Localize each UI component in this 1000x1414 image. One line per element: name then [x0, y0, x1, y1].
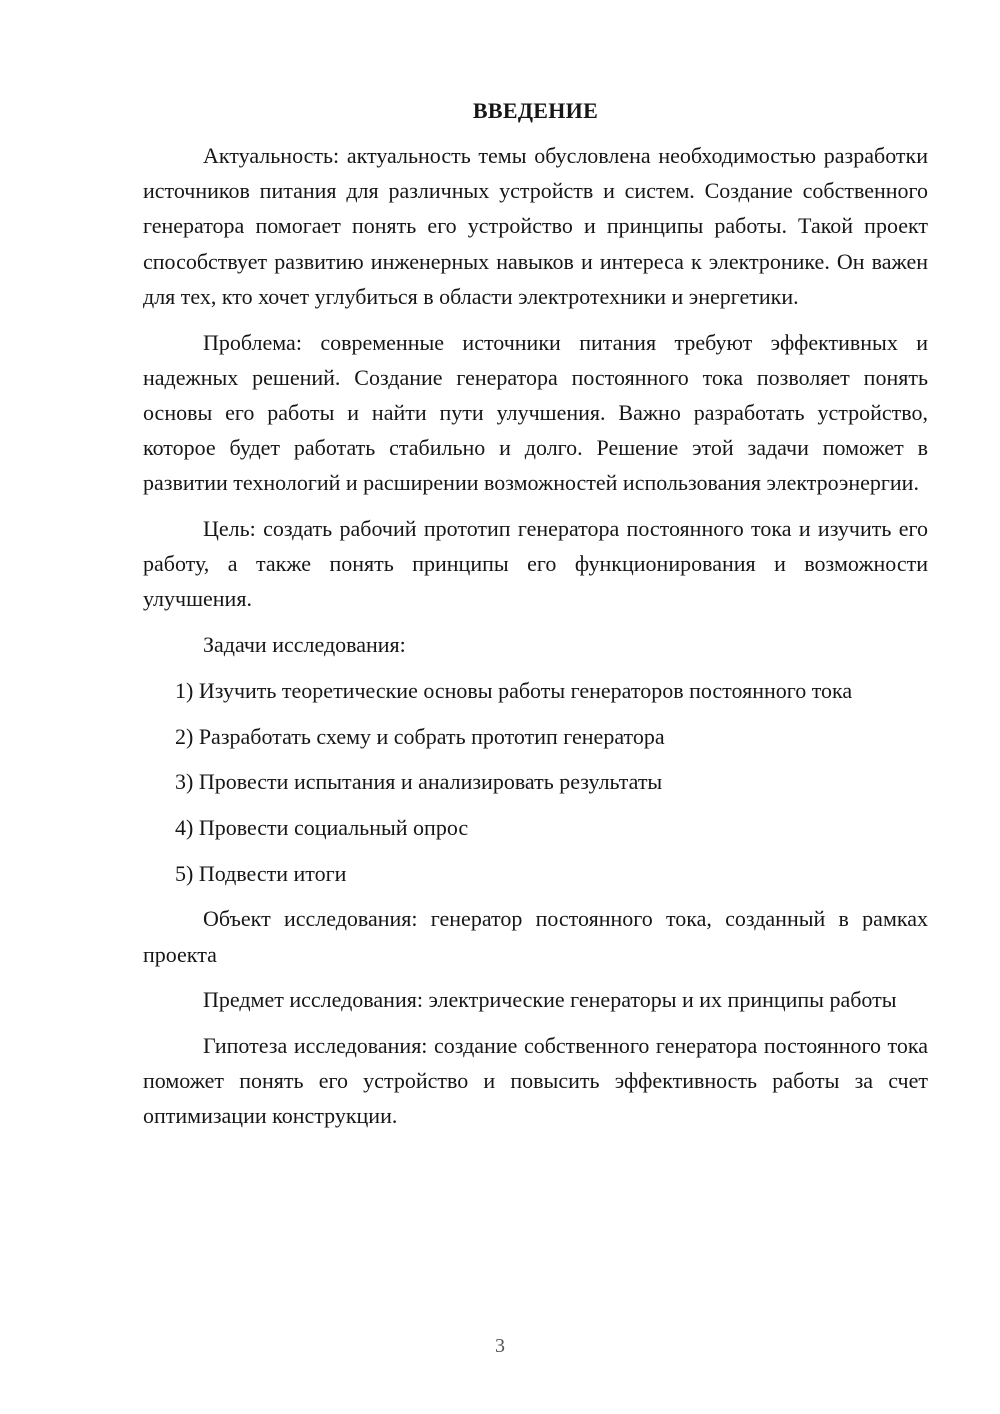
paragraph-hypothesis: Гипотеза исследования: создание собственного генератора постоянного тока поможет понять его устройство и повысить эффективность работы за счет оптимизации конструкции. [143, 1032, 928, 1129]
task-item-2: 2) Разработать схему и собрать прототип генератора [175, 723, 665, 749]
paragraph-goal: Цель: создать рабочий прототип генератора постоянного тока и изучить его работу, а также понять принципы его функционирования и возможности улучшения. [143, 516, 928, 612]
paragraph-tasks-heading: Задачи исследования: [203, 632, 406, 658]
paragraph-problem: Проблема: современные источники питания требуют эффективных и надежных решений. Создание генератора постоянного тока позволяет понять основы его работы и найти пути улучшения. Важно разработать устройство, которое будет работать стабильно и долго. Решение этой задачи поможет в развитии технологий и расширении возможностей использования электроэнергии. [143, 329, 928, 496]
document-page [143, 93, 928, 1144]
section-title: ВВЕДЕНИЕ [472, 98, 599, 123]
task-item-5: 5) Подвести итоги [175, 860, 347, 886]
page-number: 3 [495, 1335, 505, 1357]
paragraph-object: Объект исследования: генератор постоянного тока, созданный в рамках проекта [143, 906, 928, 967]
paragraph-relevance: Актуальность: актуальность темы обусловлена необходимостью разработки источников питания для различных устройств и систем. Создание собственного генератора помогает понять его устройство и принципы работы. Такой проект способствует развитию инженерных навыков и интереса к электронике. Он важен для тех, кто хочет углубиться в области электротехники и энергетики. [143, 143, 928, 309]
paragraph-subject: Предмет исследования: электрические генераторы и их принципы работы [203, 987, 897, 1013]
task-item-4: 4) Провести социальный опрос [175, 814, 469, 840]
task-item-3: 3) Провести испытания и анализировать результаты [175, 769, 663, 795]
task-item-1: 1) Изучить теоретические основы работы генераторов постоянного тока [175, 677, 853, 703]
